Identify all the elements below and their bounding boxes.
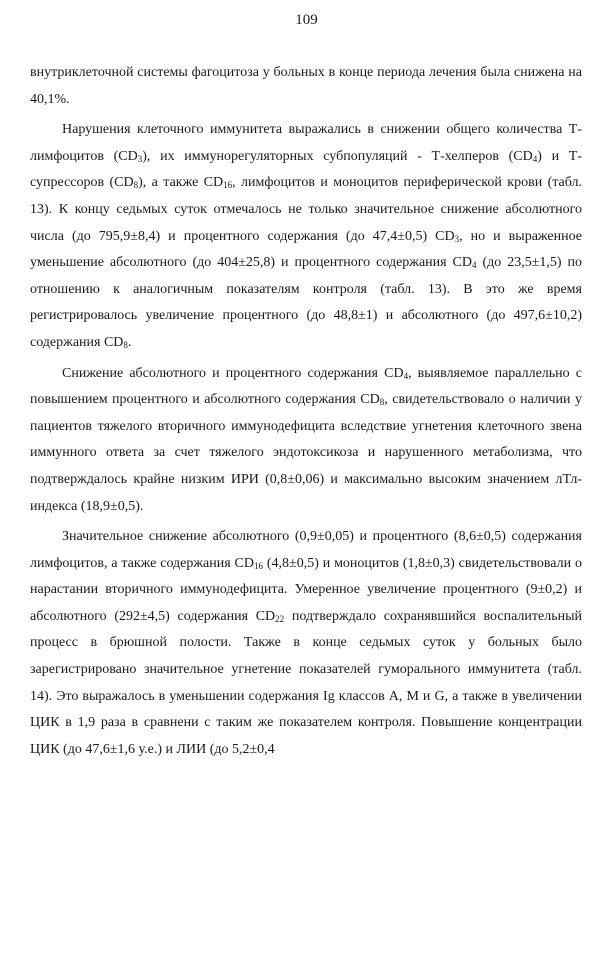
- text-run: ), а также CD: [138, 175, 224, 191]
- text-run: Значительное снижение абсолютного (0,9±0,05) и процентного (8,6±0,5) содержания лимфоцитов, а также содержания CD: [30, 529, 582, 571]
- text-run: ), их иммунорегуляторных субпопуляций - Т-хелперов (CD: [142, 148, 533, 164]
- paragraph-2: [30, 117, 582, 356]
- subscript: 4: [532, 153, 538, 164]
- text-run: Снижение абсолютного и процентного содержания CD: [62, 365, 404, 381]
- body-text: [30, 60, 582, 763]
- subscript: 16: [223, 180, 233, 191]
- text-run: , но и выраженное уменьшение абсолютного (до 404±25,8) и процентного содержания CD: [30, 228, 582, 271]
- subscript: 8: [379, 397, 385, 408]
- paragraph-1: [30, 60, 582, 113]
- paragraph-4: [30, 524, 582, 763]
- text-run: , лимфоцитов и моноцитов периферической крови (табл. 13). К концу седьмых суток отмечалось не только значительное снижение абсолютного числа (до 795,9±8,4) и процентного содержания (до 47,4±0,5) CD: [30, 175, 582, 244]
- subscript: 16: [254, 560, 263, 571]
- text-run: , свидетельствовало о наличии у пациентов тяжелого вторичного иммунодефицита вследствие угнетения клеточного звена иммунного ответа за счет тяжелого эндотоксикоза и нарушенного метаболизма, что подтверждалось крайне низким ИРИ (0,8±0,06) и максимально высоким значением лТл-индекса (18,9±0,5).: [30, 392, 582, 514]
- page-number: 109: [295, 12, 318, 28]
- paragraph-3: [30, 361, 582, 521]
- text-run: (4,8±0,5) и моноцитов (1,8±0,3) свидетельствовали о нарастании вторичного иммунодефицита. Умеренное увеличение процентного (9±0,2) и абсолютного (292±4,5) содержания CD: [30, 555, 582, 624]
- subscript: 3: [137, 153, 143, 164]
- subscript: 4: [472, 260, 477, 271]
- text-run: ) и Т-супрессоров (CD: [30, 148, 582, 191]
- text-run: , выявляемое параллельно с повышением процентного и абсолютного содержания CD: [30, 365, 582, 408]
- subscript: 3: [454, 233, 460, 244]
- subscript: 4: [403, 370, 409, 381]
- subscript: 8: [133, 180, 139, 191]
- text-run: .: [127, 334, 132, 350]
- text-run: Нарушения клеточного иммунитета выражались в снижении общего количества Т-лимфоцитов (CD: [30, 122, 582, 164]
- text-run: подтверждало сохранявшийся воспалительный процесс в брюшной полости. Также в конце седьмых суток у больных было зарегистрировано значительное угнетение показателей гуморального иммунитета (табл. 14). Это выражалось в уменьшении содержания Ig классов A, M и G, а также в увеличении ЦИК в 1,9 раза в сравнени с таким же показателем контроля. Повышение концентрации ЦИК (до 47,6±1,6 у.е.) и ЛИИ (до 5,2±0,4: [30, 608, 582, 757]
- text-run: внутриклеточной системы фагоцитоза у больных в конце периода лечения была снижена на 40,1%.: [30, 65, 582, 107]
- subscript: 22: [275, 613, 285, 624]
- subscript: 8: [123, 339, 128, 350]
- text-run: (до 23,5±1,5) по отношению к аналогичным показателям контроля (табл. 13). В это же время регистрировалось увеличение процентного (до 48,8±1) и абсолютного (до 497,6±10,2) содержания CD: [30, 255, 583, 350]
